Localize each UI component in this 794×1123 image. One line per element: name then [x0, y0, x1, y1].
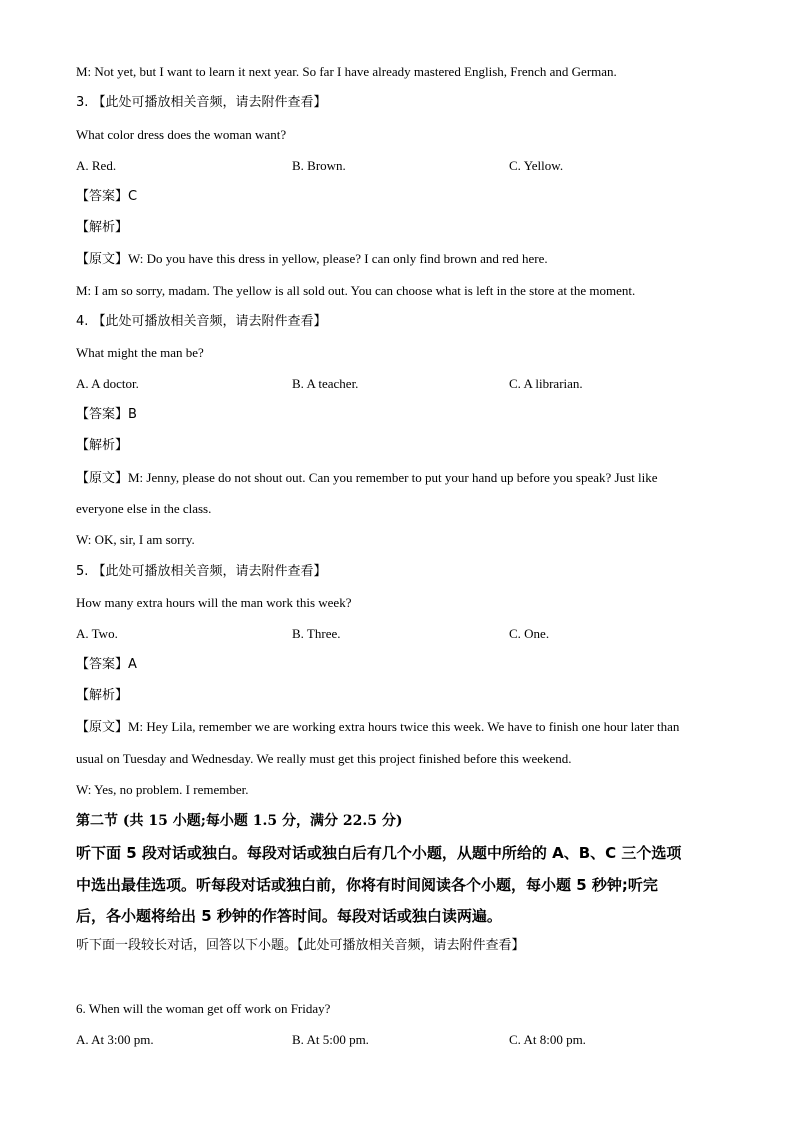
question-3-title: 3. 【此处可播放相关音频，请去附件查看】 [76, 95, 327, 110]
question-6-text: 6. When will the woman get off work on Friday? [76, 1001, 331, 1016]
q6-option-c: C. At 8:00 pm. [509, 1032, 586, 1047]
q3-analysis-label: 【解析】 [76, 220, 129, 235]
q5-analysis-label: 【解析】 [76, 688, 129, 703]
section-instructions-line: 听下面 5 段对话或独白。每段对话或独白后有几个小题，从题中所给的 A、B、C 三个选项 [76, 844, 682, 862]
dialogue-instruction: 听下面一段较长对话，回答以下小题。【此处可播放相关音频，请去附件查看】 [76, 938, 525, 953]
question-4-title: 4. 【此处可播放相关音频，请去附件查看】 [76, 314, 327, 329]
q4-transcript-line: 【原文】M: Jenny, please do not shout out. Can you remember to put your hand up before you speak? Just like [76, 470, 658, 485]
q5-transcript-line: usual on Tuesday and Wednesday. We really must get this project finished before this weekend. [76, 751, 572, 766]
q6-option-b: B. At 5:00 pm. [292, 1032, 369, 1047]
q3-transcript-line: 【原文】W: Do you have this dress in yellow, please? I can only find brown and red here. [76, 251, 548, 266]
q5-answer: 【答案】A [76, 657, 137, 672]
q3-answer: 【答案】C [76, 189, 138, 204]
q5-transcript-line: 【原文】M: Hey Lila, remember we are working extra hours twice this week. We have to finish one hour later than [76, 719, 680, 734]
q4-option-a: A. A doctor. [76, 376, 139, 391]
question-5-title: 5. 【此处可播放相关音频，请去附件查看】 [76, 564, 327, 579]
q3-transcript-line: M: I am so sorry, madam. The yellow is all sold out. You can choose what is left in the store at the moment. [76, 283, 636, 298]
q5-option-a: A. Two. [76, 626, 118, 641]
q5-transcript-line: W: Yes, no problem. I remember. [76, 782, 249, 797]
q5-option-c: C. One. [509, 626, 550, 641]
q4-option-c: C. A librarian. [509, 376, 583, 391]
section-heading: 第二节 (共 15 小题;每小题 1.5 分，满分 22.5 分) [76, 813, 403, 829]
q5-option-b: B. Three. [292, 626, 341, 641]
section-instructions-line: 中选出最佳选项。听每段对话或独白前，你将有时间阅读各个小题，每小题 5 秒钟;听完 [76, 876, 658, 894]
q4-transcript-line: everyone else in the class. [76, 501, 212, 516]
section-instructions-line: 后，各小题将给出 5 秒钟的作答时间。每段对话或独白读两遍。 [76, 907, 502, 925]
question-5-text: How many extra hours will the man work this week? [76, 595, 352, 610]
q3-option-b: B. Brown. [292, 158, 346, 173]
q4-answer: 【答案】B [76, 407, 137, 422]
q4-transcript-line: W: OK, sir, I am sorry. [76, 532, 195, 547]
question-3-text: What color dress does the woman want? [76, 127, 287, 142]
q4-analysis-label: 【解析】 [76, 438, 129, 453]
q4-option-b: B. A teacher. [292, 376, 359, 391]
q3-option-c: C. Yellow. [509, 158, 564, 173]
question-4-text: What might the man be? [76, 345, 204, 360]
q6-option-a: A. At 3:00 pm. [76, 1032, 154, 1047]
dialogue-line: M: Not yet, but I want to learn it next year. So far I have already mastered English, French and German. [76, 64, 617, 79]
q3-option-a: A. Red. [76, 158, 117, 173]
